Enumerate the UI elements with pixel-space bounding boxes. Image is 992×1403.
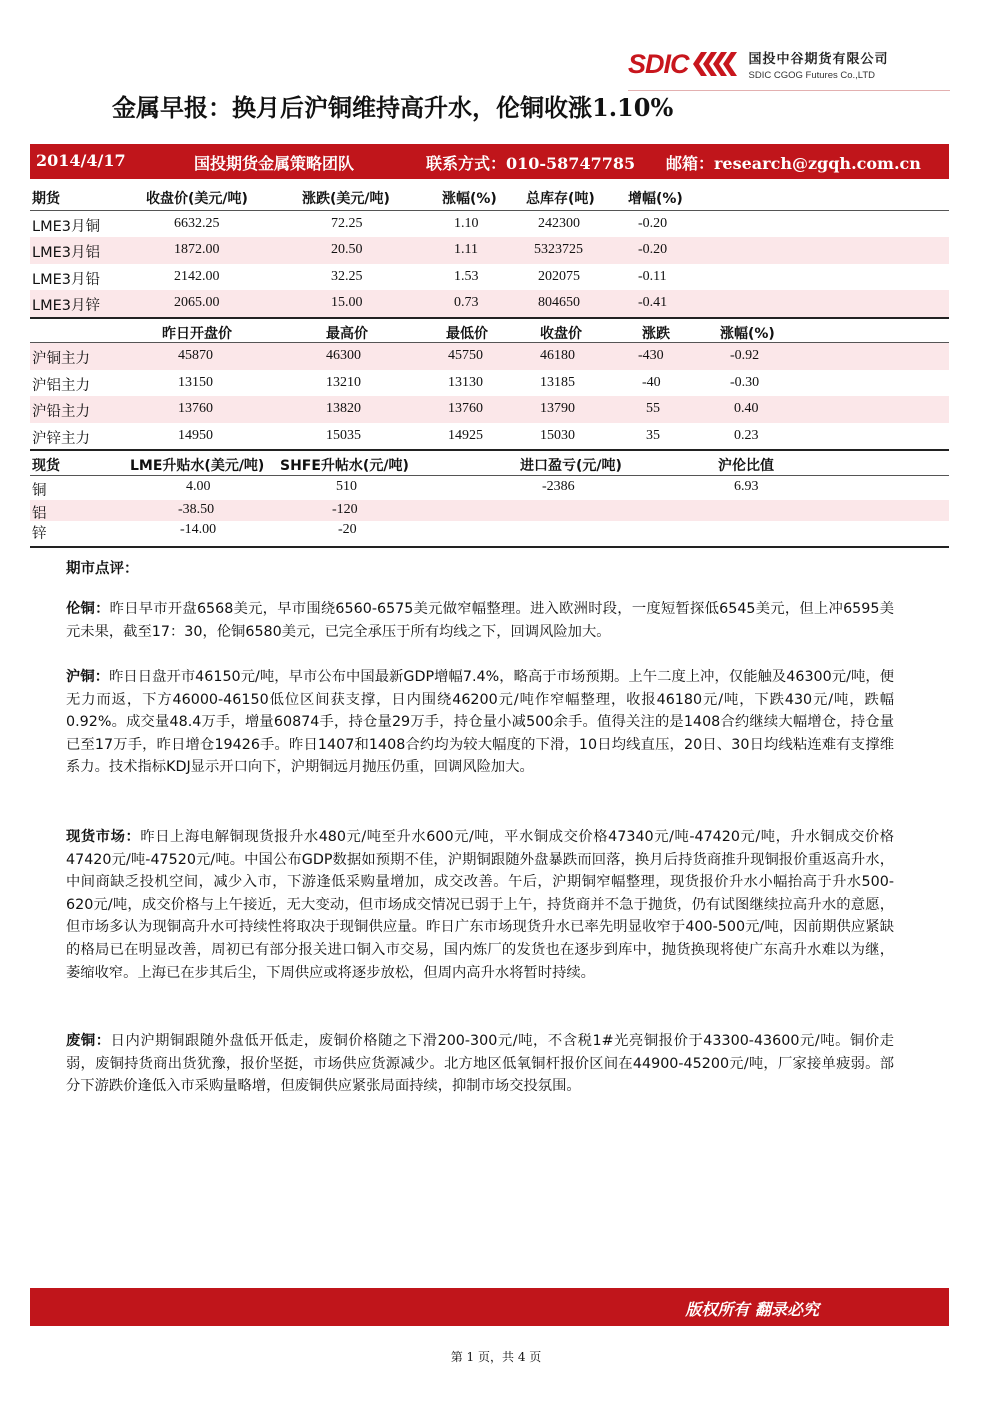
row-label: LME3月锌 — [32, 298, 100, 314]
company-name-cn: 国投中谷期货有限公司 — [748, 51, 889, 67]
table-row — [30, 521, 949, 542]
table-row — [30, 500, 949, 521]
paragraph-label: 现货市场： — [66, 829, 141, 845]
table-row — [30, 396, 949, 423]
table-row — [30, 237, 949, 264]
table-cell: 14950 — [178, 427, 213, 443]
table-cell: 14925 — [448, 427, 483, 443]
team-name: 国投期货金属策略团队 — [194, 154, 355, 173]
table-cell: 45750 — [448, 348, 483, 363]
futures-header-row — [30, 184, 949, 211]
report-title: 金属早报：换月后沪铜维持高升水，伦铜收涨1.10% — [112, 93, 674, 122]
paragraph-text: 昨日日盘开市46150元/吨，早市公布中国最新GDP增幅7.4%，略高于市场预期。上午二度上冲，仅能触及46300元/吨，便无力而返，下方46000-46150低位区间获支撑，日内围绕46200元/吨作窄幅整理，收报46180元/吨，下跌430元/吨，跌幅0.92%。成交量48.4万手，增量60874手，持仓量29万手，持仓量小减500余手。值得关注的是1408合约继续大幅增仓，持仓量已至17万手，昨日增仓19426手。昨日1407和1408合约均为较大幅度的下滑，10日均线直压，20日、30日均线粘连难有支撑维系力。技术指标KDJ显示开口向下，沪期铜远月抛压仍重，回调风险加大。 — [66, 669, 895, 776]
table-bottom-rule — [30, 546, 949, 548]
table-cell: 15035 — [326, 427, 361, 443]
table-cell: 0.73 — [454, 295, 479, 310]
table-cell: -0.11 — [638, 268, 667, 284]
spot-header-row — [30, 449, 949, 476]
table-cell: 510 — [336, 478, 357, 494]
paragraph-label: 沪铜： — [66, 669, 110, 685]
paragraph-label: 废铜： — [66, 1033, 111, 1049]
header-cell: 涨跌(美元/吨) — [302, 191, 390, 207]
table-cell: 13185 — [540, 374, 575, 390]
table-cell: 13760 — [178, 401, 213, 416]
logo-text — [749, 48, 889, 81]
table-cell: -120 — [332, 501, 358, 517]
table-cell: 1.10 — [454, 215, 479, 231]
table-cell: 804650 — [538, 295, 580, 310]
table-cell: -2386 — [542, 478, 575, 494]
paragraph-text: 昨日早市开盘6568美元，早市围绕6560-6575美元做窄幅整理。进入欧洲时段，一度短暂探低6545美元，但上冲6595美元未果，截至17：30，伦铜6580美元，已完全承压于所有均线之下，回调风险加大。 — [66, 601, 895, 640]
table-cell: -0.20 — [638, 215, 668, 231]
report-date: 2014/4/17 — [36, 151, 126, 170]
header-cell: 增幅(%) — [628, 191, 683, 207]
table-cell: -14.00 — [180, 521, 217, 537]
table-cell: -0.41 — [638, 295, 668, 310]
table-cell: 35 — [646, 427, 660, 443]
table-cell: 72.25 — [331, 215, 363, 231]
table-cell: 13130 — [448, 374, 483, 390]
table-cell: 55 — [646, 401, 660, 416]
table-cell: 46180 — [540, 348, 575, 363]
logo-chevron-icon — [693, 49, 737, 79]
row-label: LME3月铜 — [32, 218, 100, 235]
table-cell: 1.53 — [454, 268, 479, 284]
table-cell: 15.00 — [331, 295, 363, 310]
header-cell: 涨幅(%) — [720, 325, 775, 342]
contact-phone: 联系方式：010-58747785 — [426, 154, 636, 173]
row-label: LME3月铅 — [32, 271, 100, 288]
footer-band — [30, 1288, 949, 1326]
info-band — [30, 144, 949, 179]
shfe-copper-comment — [66, 666, 894, 779]
header-cell: 最高价 — [326, 325, 368, 342]
header-cell: 收盘价(美元/吨) — [146, 191, 248, 207]
spot-market-comment — [66, 826, 894, 984]
row-label: 沪锌主力 — [32, 430, 90, 447]
header-cell: 涨幅(%) — [442, 191, 497, 207]
contact-email[interactable]: 邮箱：research@zgqh.com.cn — [666, 154, 921, 173]
paragraph-text: 昨日上海电解铜现货报升水480元/吨至升水600元/吨，平水铜成交价格47340元/吨-47420元/吨，升水铜成交价格47420元/吨-47520元/吨。中国公布GDP数据如预期不佳，沪期铜跟随外盘暴跌而回落，换月后持货商推升现铜报价重返高升水，中间商缺乏投机空间，减少入市，下游逢低采购量增加，成交改善。午后，沪期铜窄幅整理，现货报价升水小幅抬高于升水500-620元/吨，成交价格与上午接近，无大变动，但市场成交情况已弱于上午，持货商并不急于抛货，仍有试图继续拉高升水的意愿，但市场多认为现铜高升水可持续性将取决于现铜供应量。昨日广东市场现货升水已率先明显收窄于400-500元/吨，因前期供应紧缺的格局已在明显改善，周初已有部分报关进口铜入市交易，国内炼厂的发货也在逐步到库中，抛货换现将使广东高升水难以为继，萎缩收窄。上海已在步其后尘，下周供应或将逐步放松，但周内高升水将暂时持续。 — [66, 829, 894, 981]
table-row — [30, 211, 949, 238]
paragraph-label: 伦铜： — [66, 601, 110, 617]
logo-sdic-text: SDIC — [628, 48, 689, 79]
table-cell: -0.30 — [730, 374, 760, 390]
table-cell: 1.11 — [454, 242, 478, 257]
header-cell: 沪伦比值 — [718, 458, 774, 474]
row-label: 沪铅主力 — [32, 404, 90, 420]
table-cell: 5323725 — [534, 242, 583, 257]
table-cell: 15030 — [540, 427, 575, 443]
table-cell: -430 — [638, 348, 664, 363]
table-cell: 13790 — [540, 401, 575, 416]
company-name-en: SDIC CGOG Futures Co.,LTD — [748, 69, 876, 81]
table-cell: 242300 — [538, 215, 580, 231]
header-cell: 进口盈亏(元/吨) — [520, 458, 622, 474]
header-cell: 现货 — [32, 458, 60, 474]
table-cell: 1872.00 — [174, 242, 220, 257]
row-label: 沪铝主力 — [32, 377, 90, 394]
table-cell: 13760 — [448, 401, 483, 416]
table-cell: 13210 — [326, 374, 361, 390]
row-label: 铜 — [32, 482, 47, 499]
header-cell: 涨跌 — [642, 325, 670, 342]
table-cell: 6.93 — [734, 478, 759, 494]
header-cell: 总库存(吨) — [526, 191, 595, 207]
row-label: LME3月铝 — [32, 245, 100, 261]
paragraph-text: 日内沪期铜跟随外盘低开低走，废铜价格随之下滑200-300元/吨，不含税1#光亮铜报价于43300-43600元/吨。铜价走弱，废铜持货商出货犹豫，报价坚挺，市场供应货源减少。北方地区低氧铜杆报价区间在44900-45200元/吨，厂家接单疲弱。部分下游跌价逢低入市采购量略增，但废铜供应紧张局面持续，抑制市场交投氛围。 — [66, 1033, 894, 1095]
table-row — [30, 476, 949, 500]
table-cell: -0.92 — [730, 348, 760, 363]
table-cell: 46300 — [326, 348, 361, 363]
logo-divider — [628, 90, 950, 91]
row-label: 锌 — [32, 525, 47, 542]
table-cell: -20 — [338, 521, 357, 537]
table-cell: 20.50 — [331, 242, 363, 257]
table-cell: 4.00 — [186, 478, 211, 494]
copyright-notice: 版权所有 翻录必究 — [685, 1300, 819, 1319]
table-cell: -0.20 — [638, 242, 668, 257]
row-label: 铝 — [32, 505, 47, 522]
page-number: 第 1 页，共 4 页 — [450, 1350, 542, 1364]
table-cell: 13820 — [326, 401, 361, 416]
shfe-header-row — [30, 317, 949, 344]
table-row — [30, 423, 949, 450]
header-cell: 收盘价 — [540, 325, 582, 342]
table-cell: 6632.25 — [174, 215, 220, 231]
table-cell: 2142.00 — [174, 268, 220, 284]
table-cell: 2065.00 — [174, 295, 220, 310]
table-row — [30, 343, 949, 370]
table-cell: 0.23 — [734, 427, 759, 443]
table-cell: -40 — [642, 374, 661, 390]
row-label: 沪铜主力 — [32, 351, 90, 367]
header-cell: LME升贴水(美元/吨) — [130, 458, 265, 474]
lme-copper-comment — [66, 598, 894, 643]
market-data-table — [30, 184, 949, 542]
table-cell: 32.25 — [331, 268, 363, 284]
company-logo — [628, 44, 889, 84]
table-cell: 202075 — [538, 268, 580, 284]
table-row — [30, 264, 949, 291]
header-cell: 最低价 — [446, 325, 488, 342]
section-title: 期市点评： — [66, 561, 139, 577]
table-cell: -38.50 — [178, 501, 215, 517]
header-cell: 期货 — [32, 191, 60, 207]
table-cell: 45870 — [178, 348, 213, 363]
table-row — [30, 290, 949, 317]
header-cell: 昨日开盘价 — [162, 325, 232, 342]
table-cell: 0.40 — [734, 401, 759, 416]
scrap-copper-comment — [66, 1030, 894, 1098]
table-cell: 13150 — [178, 374, 213, 390]
table-row — [30, 370, 949, 397]
header-cell: SHFE升帖水(元/吨) — [280, 458, 409, 474]
